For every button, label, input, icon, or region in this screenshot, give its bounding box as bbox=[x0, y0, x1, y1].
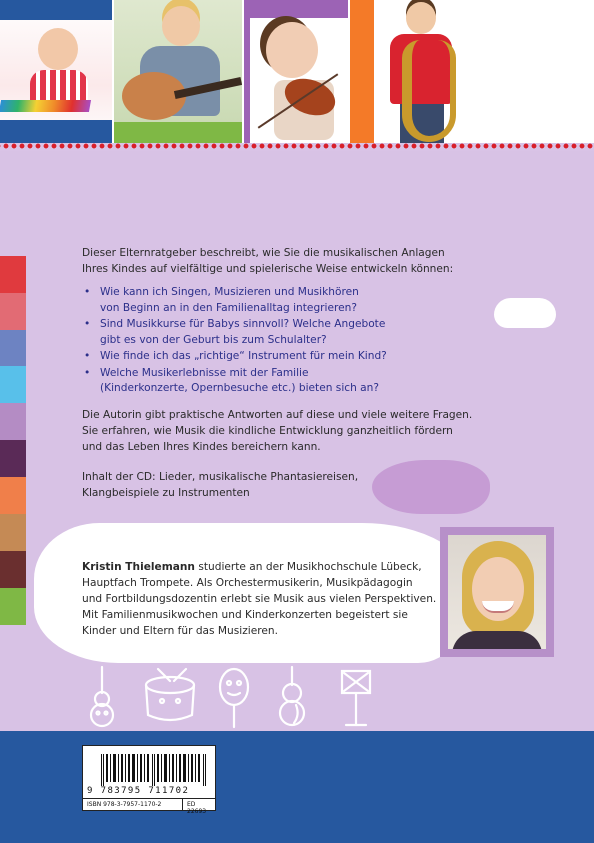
side-color-bar bbox=[0, 330, 26, 366]
question-line: (Kinderkonzerte, Opernbesuche etc.) bieten sich an? bbox=[100, 382, 379, 394]
intro-line: Dieser Elternratgeber beschreibt, wie Sie die musikalischen Anlagen bbox=[82, 247, 445, 259]
divider bbox=[182, 799, 183, 811]
cd-contents-paragraph bbox=[82, 469, 482, 501]
answers-paragraph bbox=[82, 407, 502, 455]
side-color-bar bbox=[0, 256, 26, 293]
bullet: • bbox=[84, 366, 91, 379]
guitar-doodle-icon bbox=[91, 667, 113, 726]
list-item bbox=[82, 317, 482, 348]
author-name: Kristin Thielemann bbox=[82, 561, 195, 573]
author-portrait bbox=[448, 535, 546, 649]
side-color-bar bbox=[0, 293, 26, 330]
isbn-number: ISBN 978-3-7957-1170-2 bbox=[87, 801, 162, 808]
bullet: • bbox=[84, 286, 91, 298]
bio-line: Mit Familienmusikwochen und Kinderkonzerten begeistert sie bbox=[82, 609, 408, 621]
bullet: • bbox=[84, 350, 91, 362]
photo-strip bbox=[0, 0, 594, 143]
answers-line: und das Leben Ihres Kindes bereichern kann. bbox=[82, 441, 321, 453]
bio-line: studierte an der Musikhochschule Lübeck, bbox=[194, 561, 422, 573]
bullet: • bbox=[84, 318, 91, 330]
side-color-bar bbox=[0, 366, 26, 403]
answers-line: Die Autorin gibt praktische Antworten auf diese und viele weitere Fragen. bbox=[82, 409, 473, 421]
side-color-bar bbox=[0, 514, 26, 551]
saxophone-child-photo bbox=[350, 0, 594, 143]
question-line: gibt es von der Geburt bis zum Schulalter? bbox=[100, 333, 327, 346]
bio-line: und Fortbildungsdozentin erlebt sie Musik aus vielen Perspektiven. bbox=[82, 593, 437, 605]
question-list bbox=[82, 285, 482, 398]
maraca-doodle-icon bbox=[220, 669, 248, 727]
music-stand-doodle-icon bbox=[342, 671, 370, 725]
question-line: von Beginn an in den Familienalltag integrieren? bbox=[100, 301, 357, 314]
answers-line: Sie erfahren, wie Musik die kindliche Entwicklung ganzheitlich fördern bbox=[82, 425, 453, 437]
intro-paragraph bbox=[82, 245, 482, 277]
side-color-bar bbox=[0, 551, 26, 588]
violin-child-photo bbox=[244, 0, 348, 143]
list-item bbox=[82, 349, 482, 365]
instrument-doodles bbox=[84, 665, 384, 729]
side-color-bar bbox=[0, 440, 26, 477]
side-color-bar bbox=[0, 588, 26, 625]
question-line: Welche Musikerlebnisse mit der Familie bbox=[100, 366, 309, 379]
isbn-row bbox=[83, 798, 215, 815]
xylophone-child-photo bbox=[0, 0, 112, 143]
red-dotted-border bbox=[0, 141, 594, 151]
barcode-digits: 9 783795 711702 bbox=[87, 786, 190, 796]
bio-line: Hauptfach Trompete. Als Orchestermusikerin, Musikpädagogin bbox=[82, 577, 413, 589]
question-line: Wie finde ich das „richtige“ Instrument für mein Kind? bbox=[100, 350, 387, 362]
barcode-box bbox=[82, 745, 216, 815]
side-color-bar bbox=[0, 403, 26, 440]
list-item bbox=[82, 285, 482, 316]
barcode bbox=[101, 754, 209, 786]
guitar-child-photo bbox=[114, 0, 242, 143]
white-cloud-shape bbox=[494, 298, 556, 328]
cd-line: Inhalt der CD: Lieder, musikalische Phantasiereisen, bbox=[82, 471, 359, 483]
edition-number: ED 22693 bbox=[187, 801, 207, 815]
bio-line: Kinder und Eltern für das Musizieren. bbox=[82, 625, 278, 637]
drum-doodle-icon bbox=[146, 669, 194, 720]
question-line: Wie kann ich Singen, Musizieren und Musikhören bbox=[100, 286, 359, 298]
author-bio bbox=[82, 559, 482, 639]
cd-line: Klangbeispiele zu Instrumenten bbox=[82, 487, 250, 499]
cello-doodle-icon bbox=[280, 667, 304, 725]
question-line: Sind Musikkurse für Babys sinnvoll? Welche Angebote bbox=[100, 318, 386, 330]
list-item bbox=[82, 366, 482, 397]
side-color-bar bbox=[0, 477, 26, 514]
intro-line: Ihres Kindes auf vielfältige und spielerische Weise entwickeln können: bbox=[82, 263, 454, 275]
